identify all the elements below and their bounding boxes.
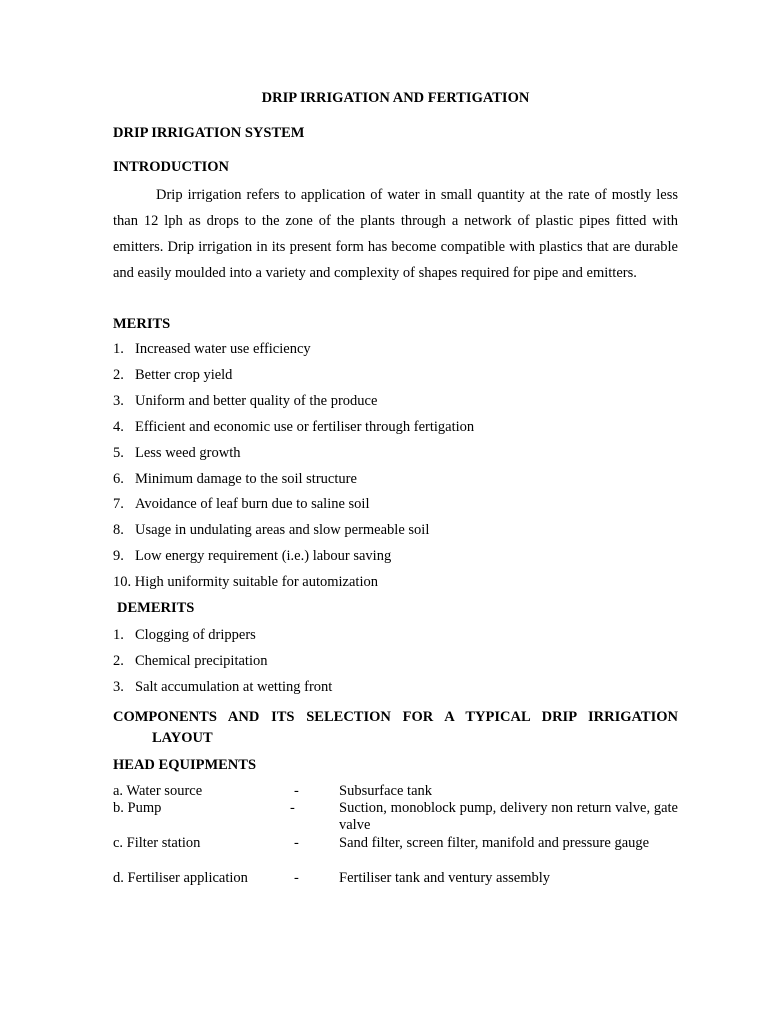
equipment-dash: -	[294, 835, 299, 851]
list-text: Usage in undulating areas and slow permeable soil	[135, 522, 430, 538]
list-text: Less weed growth	[135, 445, 241, 461]
introduction-heading: INTRODUCTION	[113, 159, 230, 175]
list-number: 2.	[113, 367, 124, 383]
list-item	[113, 548, 391, 565]
document-title: DRIP IRRIGATION AND FERTIGATION	[261, 90, 530, 106]
equipment-label: a. Water source	[113, 783, 203, 799]
demerits-heading: DEMERITS	[117, 600, 195, 616]
equipment-label: b. Pump	[113, 800, 162, 816]
list-item	[113, 653, 267, 670]
list-item	[113, 367, 232, 384]
list-text: Uniform and better quality of the produce	[135, 393, 378, 409]
list-number: 2.	[113, 653, 124, 669]
equipment-dash: -	[294, 783, 299, 799]
equipment-description: Suction, monoblock pump, delivery non return valve, gate valve	[339, 800, 678, 833]
head-equipments-heading: HEAD EQUIPMENTS	[113, 757, 257, 773]
section-heading: DRIP IRRIGATION SYSTEM	[113, 125, 305, 141]
list-text: Salt accumulation at wetting front	[135, 679, 333, 695]
list-number: 1.	[113, 341, 124, 357]
list-text: Better crop yield	[135, 367, 233, 383]
introduction-paragraph: Drip irrigation refers to application of water in small quantity at the rate of mostly less than 12 lph as drops to the zone of the plants through a network of plastic pipes fitted with emitters. Drip irrigation in its present form has become compatible with plastics that are durable and easily moulded into a variety and complexity of shapes required for pipe and emitters.	[113, 187, 678, 281]
list-item	[113, 679, 332, 696]
equipment-label: c. Filter station	[113, 835, 201, 851]
components-heading: COMPONENTS AND ITS SELECTION FOR A TYPICAL DRIP IRRIGATION	[113, 709, 678, 725]
list-number: 3.	[113, 393, 124, 409]
list-number: 4.	[113, 419, 124, 435]
list-text: Chemical precipitation	[135, 653, 268, 669]
equipment-description: Sand filter, screen filter, manifold and pressure gauge	[339, 835, 650, 851]
list-item	[113, 445, 241, 462]
list-number: 5.	[113, 445, 124, 461]
list-item	[113, 627, 256, 644]
list-text: Efficient and economic use or fertiliser through fertigation	[135, 419, 475, 435]
list-number: 7.	[113, 496, 124, 512]
list-item	[113, 341, 311, 358]
list-item	[113, 419, 474, 436]
list-number: 10.	[113, 574, 132, 590]
list-text: High uniformity suitable for automization	[134, 574, 378, 590]
equipment-dash: -	[290, 800, 295, 816]
list-number: 6.	[113, 471, 124, 487]
equipment-dash: -	[294, 870, 299, 886]
list-number: 8.	[113, 522, 124, 538]
list-text: Low energy requirement (i.e.) labour saving	[135, 548, 392, 564]
merits-heading: MERITS	[113, 316, 171, 332]
list-item	[113, 522, 429, 539]
list-item	[113, 471, 357, 488]
list-text: Avoidance of leaf burn due to saline soil	[135, 496, 370, 512]
list-text: Minimum damage to the soil structure	[135, 471, 357, 487]
list-number: 3.	[113, 679, 124, 695]
list-number: 1.	[113, 627, 124, 643]
list-item	[113, 496, 369, 513]
equipment-label: d. Fertiliser application	[113, 870, 248, 886]
list-item	[113, 393, 377, 410]
list-text: Clogging of drippers	[135, 627, 256, 643]
list-item	[113, 574, 378, 591]
list-text: Increased water use efficiency	[135, 341, 311, 357]
components-heading-continued: LAYOUT	[152, 730, 213, 746]
list-number: 9.	[113, 548, 124, 564]
equipment-description: Fertiliser tank and ventury assembly	[339, 870, 551, 886]
equipment-description: Subsurface tank	[339, 783, 433, 799]
